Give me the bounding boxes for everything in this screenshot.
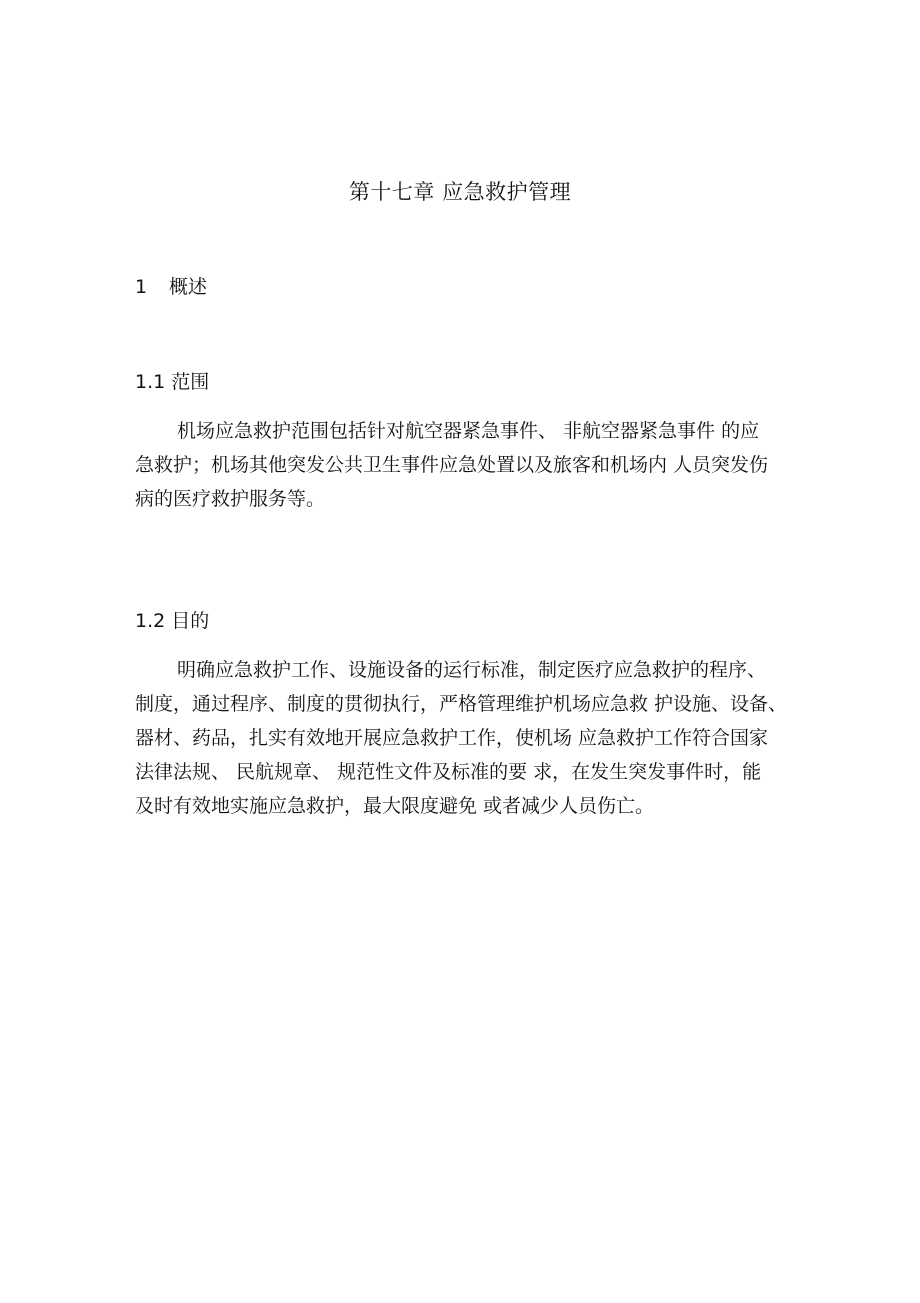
scope-paragraph [135,414,795,516]
paragraph-line: 急救护；机场其他突发公共卫生事件应急处置以及旅客和机场内 人员突发伤 [135,454,769,476]
chapter-title: 第十七章 应急救护管理 [348,180,572,204]
paragraph-line: 制度，通过程序、制度的贯彻执行，严格管理维护机场应急救 护设施、设备、 [135,693,788,715]
paragraph-line: 明确应急救护工作、设施设备的运行标准，制定医疗应急救护的程序、 [177,659,767,681]
section-number: 1 [135,276,148,298]
paragraph-line: 及时有效地实施应急救护，最大限度避免 或者减少人员伤亡。 [135,795,655,817]
purpose-paragraph [135,653,795,823]
section-heading-scope [135,367,209,397]
section-title: 范围 [171,371,210,393]
section-number: 1.1 [135,371,166,393]
section-title: 目的 [171,610,210,632]
section-title: 概述 [169,276,208,298]
section-number: 1.2 [135,610,166,632]
paragraph-line: 法律法规、 民航规章、 规范性文件及标准的要 求，在发生突发事件时，能 [135,761,762,783]
paragraph-line: 病的医疗救护服务等。 [135,488,326,510]
section-heading-purpose [135,606,209,636]
paragraph-line: 机场应急救护范围包括针对航空器紧急事件、 非航空器紧急事件 的应 [177,420,760,442]
section-heading-overview [135,272,207,302]
paragraph-line: 器材、药品，扎实有效地开展应急救护工作，使机场 应急救护工作符合国家 [135,727,769,749]
